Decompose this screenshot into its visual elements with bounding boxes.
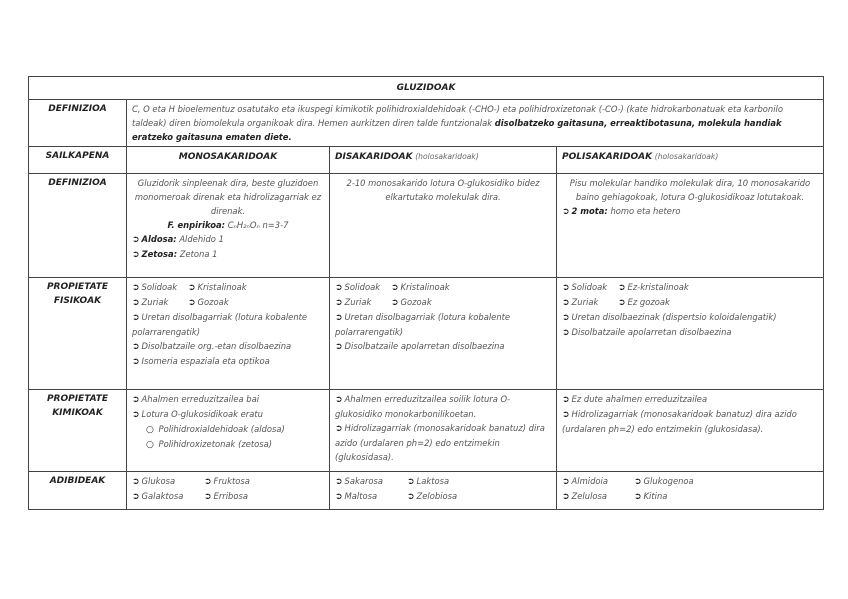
arrow-bullet-icon: ➲ bbox=[562, 283, 570, 293]
definition-label: DEFINIZIOA bbox=[29, 100, 127, 147]
gluzidoak-table bbox=[28, 76, 824, 510]
arrow-bullet-icon: ➲ bbox=[335, 477, 343, 487]
arrow-bullet-icon: ➲ bbox=[562, 313, 570, 323]
title-row bbox=[29, 77, 824, 100]
definizioa-label: DEFINIZIOA bbox=[29, 174, 127, 278]
arrow-bullet-icon: ➲ bbox=[562, 492, 570, 502]
table-title: GLUZIDOAK bbox=[29, 77, 824, 100]
definizioa-di: 2-10 monosakarido lotura O-glukosidiko bidez elkartutako molekulak dira. bbox=[330, 174, 557, 278]
header-poli: POLISAKARIDOAK (holosakaridoak) bbox=[557, 147, 824, 174]
arrow-bullet-icon: ➲ bbox=[562, 328, 570, 338]
classification-label: SAILKAPENA bbox=[29, 147, 127, 174]
definition-plain: C, O eta H bioelementuz osatutako eta ikuspegi kimikotik polihidroxialdehidoak (-CHO-) eta polihidroxizetonak (-CO-) (kate hidrokarbonatuak eta karbonilo taldeak) diren biomolekula organikoak dira. Hemen aurkitzen diren talde funtzionalak bbox=[132, 104, 783, 128]
definition-text bbox=[127, 100, 824, 147]
kimiko-poli: ➲ Ez dute ahalmen erreduzitzailea ➲ Hidrolizagarriak (monosakaridoak banatuz) dira azido (urdalaren ph=2) edo entzimekin (glukosidasa). bbox=[557, 390, 824, 472]
arrow-bullet-icon: ➲ bbox=[562, 207, 570, 217]
arrow-bullet-icon: ➲ bbox=[132, 313, 140, 323]
fisiko-poli: ➲ Solidoak ➲ Ez-kristalinoak ➲ Zuriak ➲ Ez gozoak ➲ Uretan disolbaezinak (dispertsio koloidalengatik) ➲ Disolbatzaile apolarretan disolbaezina bbox=[557, 278, 824, 390]
definizioa-row bbox=[29, 174, 824, 278]
definition-bold: disolbatzeko gaitasuna, erreaktibotasuna, molekula handiak eratzeko gaitasuna ematen diete. bbox=[132, 118, 782, 142]
arrow-bullet-icon: ➲ bbox=[562, 410, 570, 420]
header-di: DISAKARIDOAK (holosakaridoak) bbox=[330, 147, 557, 174]
definizioa-mono: Gluzidorik sinpleenak dira, beste gluzidoen monomeroak direnak eta hidrolizagarriak ez direnak. F. enpirikoa: CₙH₂ₙOₙ n=3-7 ➲ Aldosa: Aldehido 1 ➲ Zetosa: Zetona 1 bbox=[127, 174, 330, 278]
arrow-bullet-icon: ➲ bbox=[562, 298, 570, 308]
arrow-bullet-icon: ➲ bbox=[335, 492, 343, 502]
definizioa-poli: Pisu molekular handiko molekulak dira, 10 monosakarido baino gehiagokoak, lotura O-glukosidikoaz lotutakoak. ➲ 2 mota: homo eta hetero bbox=[557, 174, 824, 278]
arrow-bullet-icon: ➲ bbox=[132, 250, 140, 260]
arrow-bullet-icon: ➲ bbox=[335, 424, 343, 434]
adibide-mono: ➲ Glukosa ➲ Fruktosa ➲ Galaktosa ➲ Erribosa bbox=[127, 472, 330, 510]
kimiko-row bbox=[29, 390, 824, 472]
arrow-bullet-icon: ➲ bbox=[204, 492, 212, 502]
arrow-bullet-icon: ➲ bbox=[335, 298, 343, 308]
arrow-bullet-icon: ➲ bbox=[132, 235, 140, 245]
arrow-bullet-icon: ➲ bbox=[407, 477, 415, 487]
arrow-bullet-icon: ➲ bbox=[618, 283, 626, 293]
arrow-bullet-icon: ➲ bbox=[335, 342, 343, 352]
arrow-bullet-icon: ➲ bbox=[188, 298, 196, 308]
arrow-bullet-icon: ➲ bbox=[132, 298, 140, 308]
arrow-bullet-icon: ➲ bbox=[132, 283, 140, 293]
circle-bullet-icon: ○ bbox=[146, 425, 154, 435]
kimiko-label: PROPIETATE KIMIKOAK bbox=[29, 390, 127, 472]
fisiko-di: ➲ Solidoak ➲ Kristalinoak ➲ Zuriak ➲ Gozoak ➲ Uretan disolbagarriak (lotura kobalente polarrarengatik) ➲ Disolbatzaile apolarretan disolbaezina bbox=[330, 278, 557, 390]
arrow-bullet-icon: ➲ bbox=[188, 283, 196, 293]
arrow-bullet-icon: ➲ bbox=[634, 477, 642, 487]
arrow-bullet-icon: ➲ bbox=[634, 492, 642, 502]
kimiko-mono: ➲ Ahalmen erreduzitzailea bai ➲ Lotura O-glukosidikoak eratu ○ Polihidroxialdehidoak (aldosa) ○ Polihidroxizetonak (zetosa) bbox=[127, 390, 330, 472]
arrow-bullet-icon: ➲ bbox=[204, 477, 212, 487]
fisiko-row bbox=[29, 278, 824, 390]
arrow-bullet-icon: ➲ bbox=[618, 298, 626, 308]
adibide-di: ➲ Sakarosa ➲ Laktosa ➲ Maltosa ➲ Zelobiosa bbox=[330, 472, 557, 510]
arrow-bullet-icon: ➲ bbox=[391, 298, 399, 308]
classification-row bbox=[29, 147, 824, 174]
fisiko-label: PROPIETATE FISIKOAK bbox=[29, 278, 127, 390]
arrow-bullet-icon: ➲ bbox=[562, 395, 570, 405]
arrow-bullet-icon: ➲ bbox=[562, 477, 570, 487]
kimiko-di: ➲ Ahalmen erreduzitzailea soilik lotura O-glukosidiko monokarbonilikoetan. ➲ Hidrolizagarriak (monosakaridoak banatuz) dira azido (urdalaren ph=2) edo entzimekin (glukosidasa). bbox=[330, 390, 557, 472]
arrow-bullet-icon: ➲ bbox=[132, 395, 140, 405]
header-mono: MONOSAKARIDOAK bbox=[127, 147, 330, 174]
arrow-bullet-icon: ➲ bbox=[335, 283, 343, 293]
adibide-poli: ➲ Almidoia ➲ Glukogenoa ➲ Zelulosa ➲ Kitina bbox=[557, 472, 824, 510]
arrow-bullet-icon: ➲ bbox=[391, 283, 399, 293]
arrow-bullet-icon: ➲ bbox=[132, 342, 140, 352]
arrow-bullet-icon: ➲ bbox=[335, 313, 343, 323]
arrow-bullet-icon: ➲ bbox=[132, 477, 140, 487]
adibide-label: ADIBIDEAK bbox=[29, 472, 127, 510]
adibide-row bbox=[29, 472, 824, 510]
arrow-bullet-icon: ➲ bbox=[335, 395, 343, 405]
fisiko-mono: ➲ Solidoak ➲ Kristalinoak ➲ Zuriak ➲ Gozoak ➲ Uretan disolbagarriak (lotura kobalente polarrarengatik) ➲ Disolbatzaile org.-etan disolbaezina ➲ Isomeria espaziala eta optikoa bbox=[127, 278, 330, 390]
arrow-bullet-icon: ➲ bbox=[407, 492, 415, 502]
circle-bullet-icon: ○ bbox=[146, 440, 154, 450]
arrow-bullet-icon: ➲ bbox=[132, 410, 140, 420]
arrow-bullet-icon: ➲ bbox=[132, 357, 140, 367]
arrow-bullet-icon: ➲ bbox=[132, 492, 140, 502]
definition-row bbox=[29, 100, 824, 147]
